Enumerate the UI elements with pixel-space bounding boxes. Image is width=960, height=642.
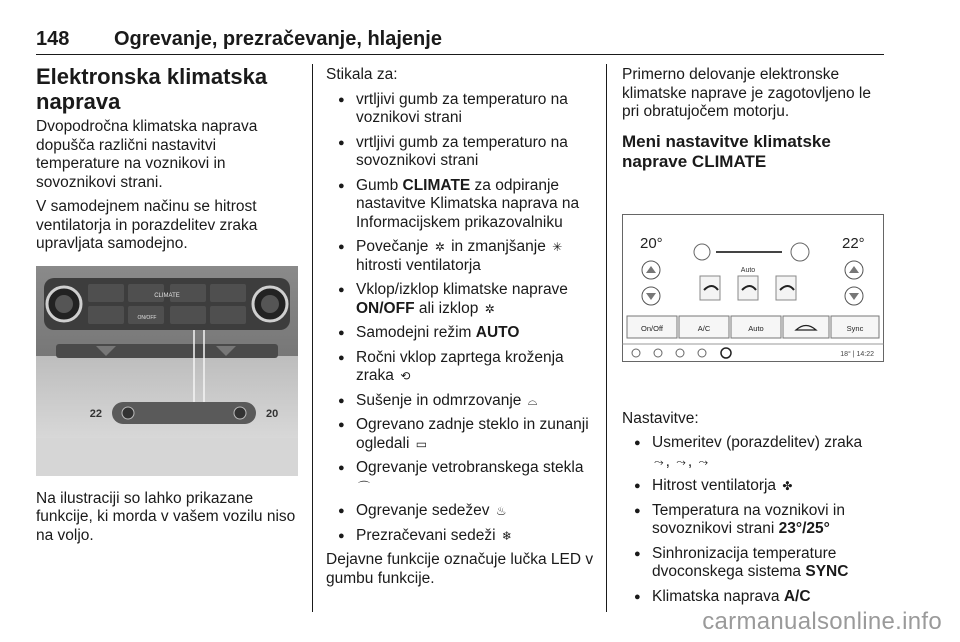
climate-button-label: CLIMATE	[154, 292, 180, 299]
switch-list	[326, 91, 594, 546]
page-header	[36, 28, 884, 55]
screen-temp-left: 20°	[640, 234, 663, 252]
item-text: vrtljivi gumb za temperaturo na voznikovi strani	[356, 90, 568, 126]
screen-auto-label: Auto	[740, 266, 756, 274]
list-item	[622, 477, 884, 496]
list-item	[326, 91, 594, 128]
item-text: Ročni vklop zaprtega kroženja zraka	[356, 348, 564, 384]
recirculation-icon: ⟲	[400, 369, 411, 383]
list-item: ● Usmeritev (porazdelitev) zraka ⤳ , ⤳ , ⤳	[622, 434, 884, 471]
item-text: Prezračevani sedeži	[356, 526, 500, 544]
paragraph: Dvopodročna klimatska naprava dopušča različni nastavitvi temperature na voznikovi in sovoznikovi strani.	[36, 118, 258, 191]
list-item	[326, 527, 594, 546]
column-divider	[606, 64, 607, 612]
photo-caption: Na ilustraciji so lahko prikazane funkcije, ki morda v vašem vozilu niso na voljo.	[36, 489, 296, 544]
item-text: Ogrevano zadnje steklo in zunanji ogledali	[356, 416, 589, 452]
list-item	[622, 545, 884, 582]
page-number: 148	[36, 28, 70, 50]
item-text: Temperatura na voznikovi in sovoznikovi strani	[652, 501, 845, 537]
item-text: in zmanjšanje	[446, 238, 551, 255]
watermark: carmanualsonline.info	[702, 608, 942, 635]
sub-heading: Meni nastavitve klimatske naprave CLIMATE	[622, 131, 831, 171]
air-distribution-icon: ⤳	[698, 454, 709, 469]
item-text: Povečanje	[356, 238, 433, 255]
fan-off-icon: ✲	[484, 301, 495, 316]
item-text: Samodejni režim	[356, 324, 476, 341]
item-bold: AUTO	[475, 324, 520, 341]
paragraph: V samodejnem načinu se hitrost ventilatorja in porazdelitev zraka upravljata samodejno.	[36, 198, 258, 252]
list-item	[326, 177, 594, 233]
paragraph: Dejavne funkcije označuje lučka LED v gumbu funkcije.	[326, 551, 594, 587]
seat-heat-icon: ♨	[495, 504, 507, 518]
onoff-button-label: ON/OFF	[137, 314, 157, 321]
rear-defrost-icon: ▭	[415, 436, 428, 451]
screen-btn-sync: Sync	[846, 323, 864, 333]
windshield-heat-icon: ⌒	[358, 479, 371, 494]
screen-btn-ac: A/C	[697, 323, 711, 333]
chapter-title: Ogrevanje, prezračevanje, hlajenje	[114, 28, 442, 50]
item-bold: 23°/25°	[778, 520, 830, 537]
item-text: Hitrost ventilatorja	[652, 477, 781, 494]
list-item	[326, 392, 594, 411]
seat-ventilation-icon: ❄	[501, 528, 512, 543]
list-item	[326, 502, 594, 521]
column-left	[36, 64, 298, 551]
item-bold: SYNC	[805, 563, 849, 580]
column-divider	[312, 64, 313, 612]
item-text: vrtljivi gumb za temperaturo na sovoznikovi strani	[356, 133, 568, 169]
section-heading: Elektronska klimatska naprava	[36, 64, 268, 114]
list-item	[326, 349, 594, 386]
item-text: Sušenje in odmrzovanje	[356, 391, 526, 409]
climate-panel-photo	[36, 266, 298, 476]
item-text: ali izklop	[414, 299, 483, 317]
item-bold: CLIMATE	[402, 176, 471, 194]
column-middle	[326, 66, 594, 594]
item-text: Ogrevanje vetrobranskega stekla	[356, 459, 584, 476]
item-text: Usmeritev (porazdelitev) zraka	[652, 434, 863, 451]
list-intro: Nastavitve:	[622, 409, 699, 427]
fan-speed-icon: ✤	[782, 479, 793, 493]
column-right	[622, 66, 884, 612]
item-text: Klimatska naprava	[652, 587, 784, 605]
air-distribution-icon: ⤳	[654, 454, 664, 469]
list-item	[622, 588, 884, 607]
item-text: za odpiranje nastavitve Klimatska naprava na Informacijskem prikazovalniku	[356, 176, 580, 231]
climate-menu-screen	[622, 214, 884, 362]
list-item	[622, 502, 884, 539]
settings-list	[622, 434, 884, 606]
list-item	[326, 134, 594, 171]
item-text: hitrosti ventilatorja	[356, 256, 481, 274]
item-text: Sinhronizacija temperature dvoconskega sistema	[652, 544, 837, 580]
fan-increase-icon: ✲	[434, 240, 445, 254]
temp-right-label: 20	[266, 407, 279, 420]
list-item	[326, 416, 594, 453]
screen-temp-right: 22°	[842, 234, 865, 252]
item-bold: A/C	[783, 587, 811, 605]
defrost-max-icon: ⌓	[527, 393, 538, 408]
screen-status: 18° | 14:22	[840, 350, 874, 358]
temp-left-label: 22	[89, 407, 102, 420]
fan-decrease-icon: ✳	[552, 240, 563, 254]
list-item	[326, 238, 594, 275]
air-distribution-icon: ⤳	[676, 454, 686, 469]
item-bold: ON/OFF	[356, 299, 415, 317]
list-item	[326, 281, 594, 318]
screen-btn-auto: Auto	[748, 323, 764, 333]
item-text: Gumb	[356, 176, 403, 194]
list-intro: Stikala za:	[326, 66, 398, 83]
item-text: Vklop/izklop klimatske naprave	[356, 281, 568, 298]
item-text: Ogrevanje sedežev	[356, 502, 494, 519]
list-item	[326, 324, 594, 343]
paragraph: Primerno delovanje elektronske klimatske naprave je zagotovljeno le pri obratujočem motorju.	[622, 66, 871, 120]
screen-btn-onoff: On/Off	[641, 323, 663, 333]
list-item	[326, 459, 594, 496]
